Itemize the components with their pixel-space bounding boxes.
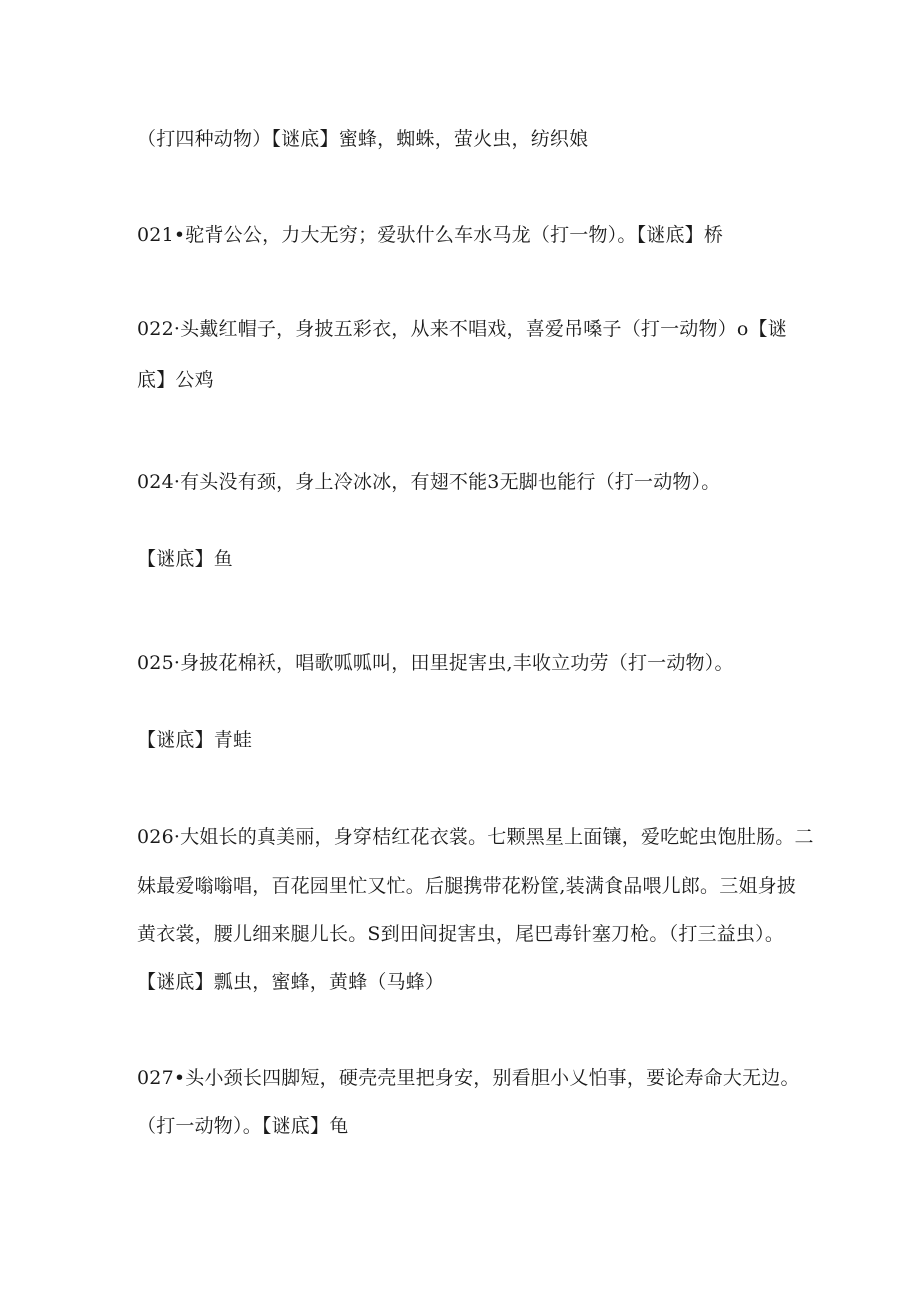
riddle-026-line-3: 黄衣裳，腰儿细来腿儿长。S到田间捉害虫，尾巴毒针塞刀枪。（打三益虫）。: [137, 923, 785, 945]
riddle-022-line-2: 底】公鸡: [137, 369, 214, 391]
riddle-021-line: 021•驼背公公，力大无穷；爱驮什么车水马龙（打一物）。【谜底】桥: [137, 224, 724, 246]
riddle-025-answer-line: 【谜底】青蛙: [137, 729, 253, 751]
riddle-020-answer-line: （打四种动物）【谜底】蜜蜂，蜘蛛，萤火虫，纺织娘: [137, 128, 589, 150]
riddle-026-answer-line: 【谜底】瓢虫，蜜蜂，黄蜂（马蜂）: [137, 971, 445, 993]
riddle-022-line-1: 022·头戴红帽子，身披五彩衣，从来不唱戏，喜爱吊嗓子（打一动物）o【谜: [137, 318, 787, 340]
riddle-024-answer-line: 【谜底】鱼: [137, 548, 234, 570]
riddle-027-line-2: （打一动物）。【谜底】龟: [137, 1115, 349, 1137]
riddle-026-line-1: 026·大姐长的真美丽，身穿桔红花衣裳。七颗黑星上面镶，爱吃蛇虫饱肚肠。二: [137, 826, 814, 848]
riddle-026-line-2: 妹最爱嗡嗡唱，百花园里忙又忙。后腿携带花粉筐,装满食品喂儿郎。三姐身披: [137, 875, 797, 897]
riddle-027-line-1: 027•头小颈长四脚短，硬壳壳里把身安，别看胆小乂怕事，要论寿命大无边。: [137, 1067, 800, 1089]
riddle-024-question-line: 024·有头没有颈，身上冷冰冰，有翅不能3无脚也能行（打一动物）。: [137, 471, 721, 493]
riddle-025-question-line: 025·身披花棉袄，唱歌呱呱叫，田里捉害虫,丰收立功劳（打一动物）。: [137, 652, 734, 674]
